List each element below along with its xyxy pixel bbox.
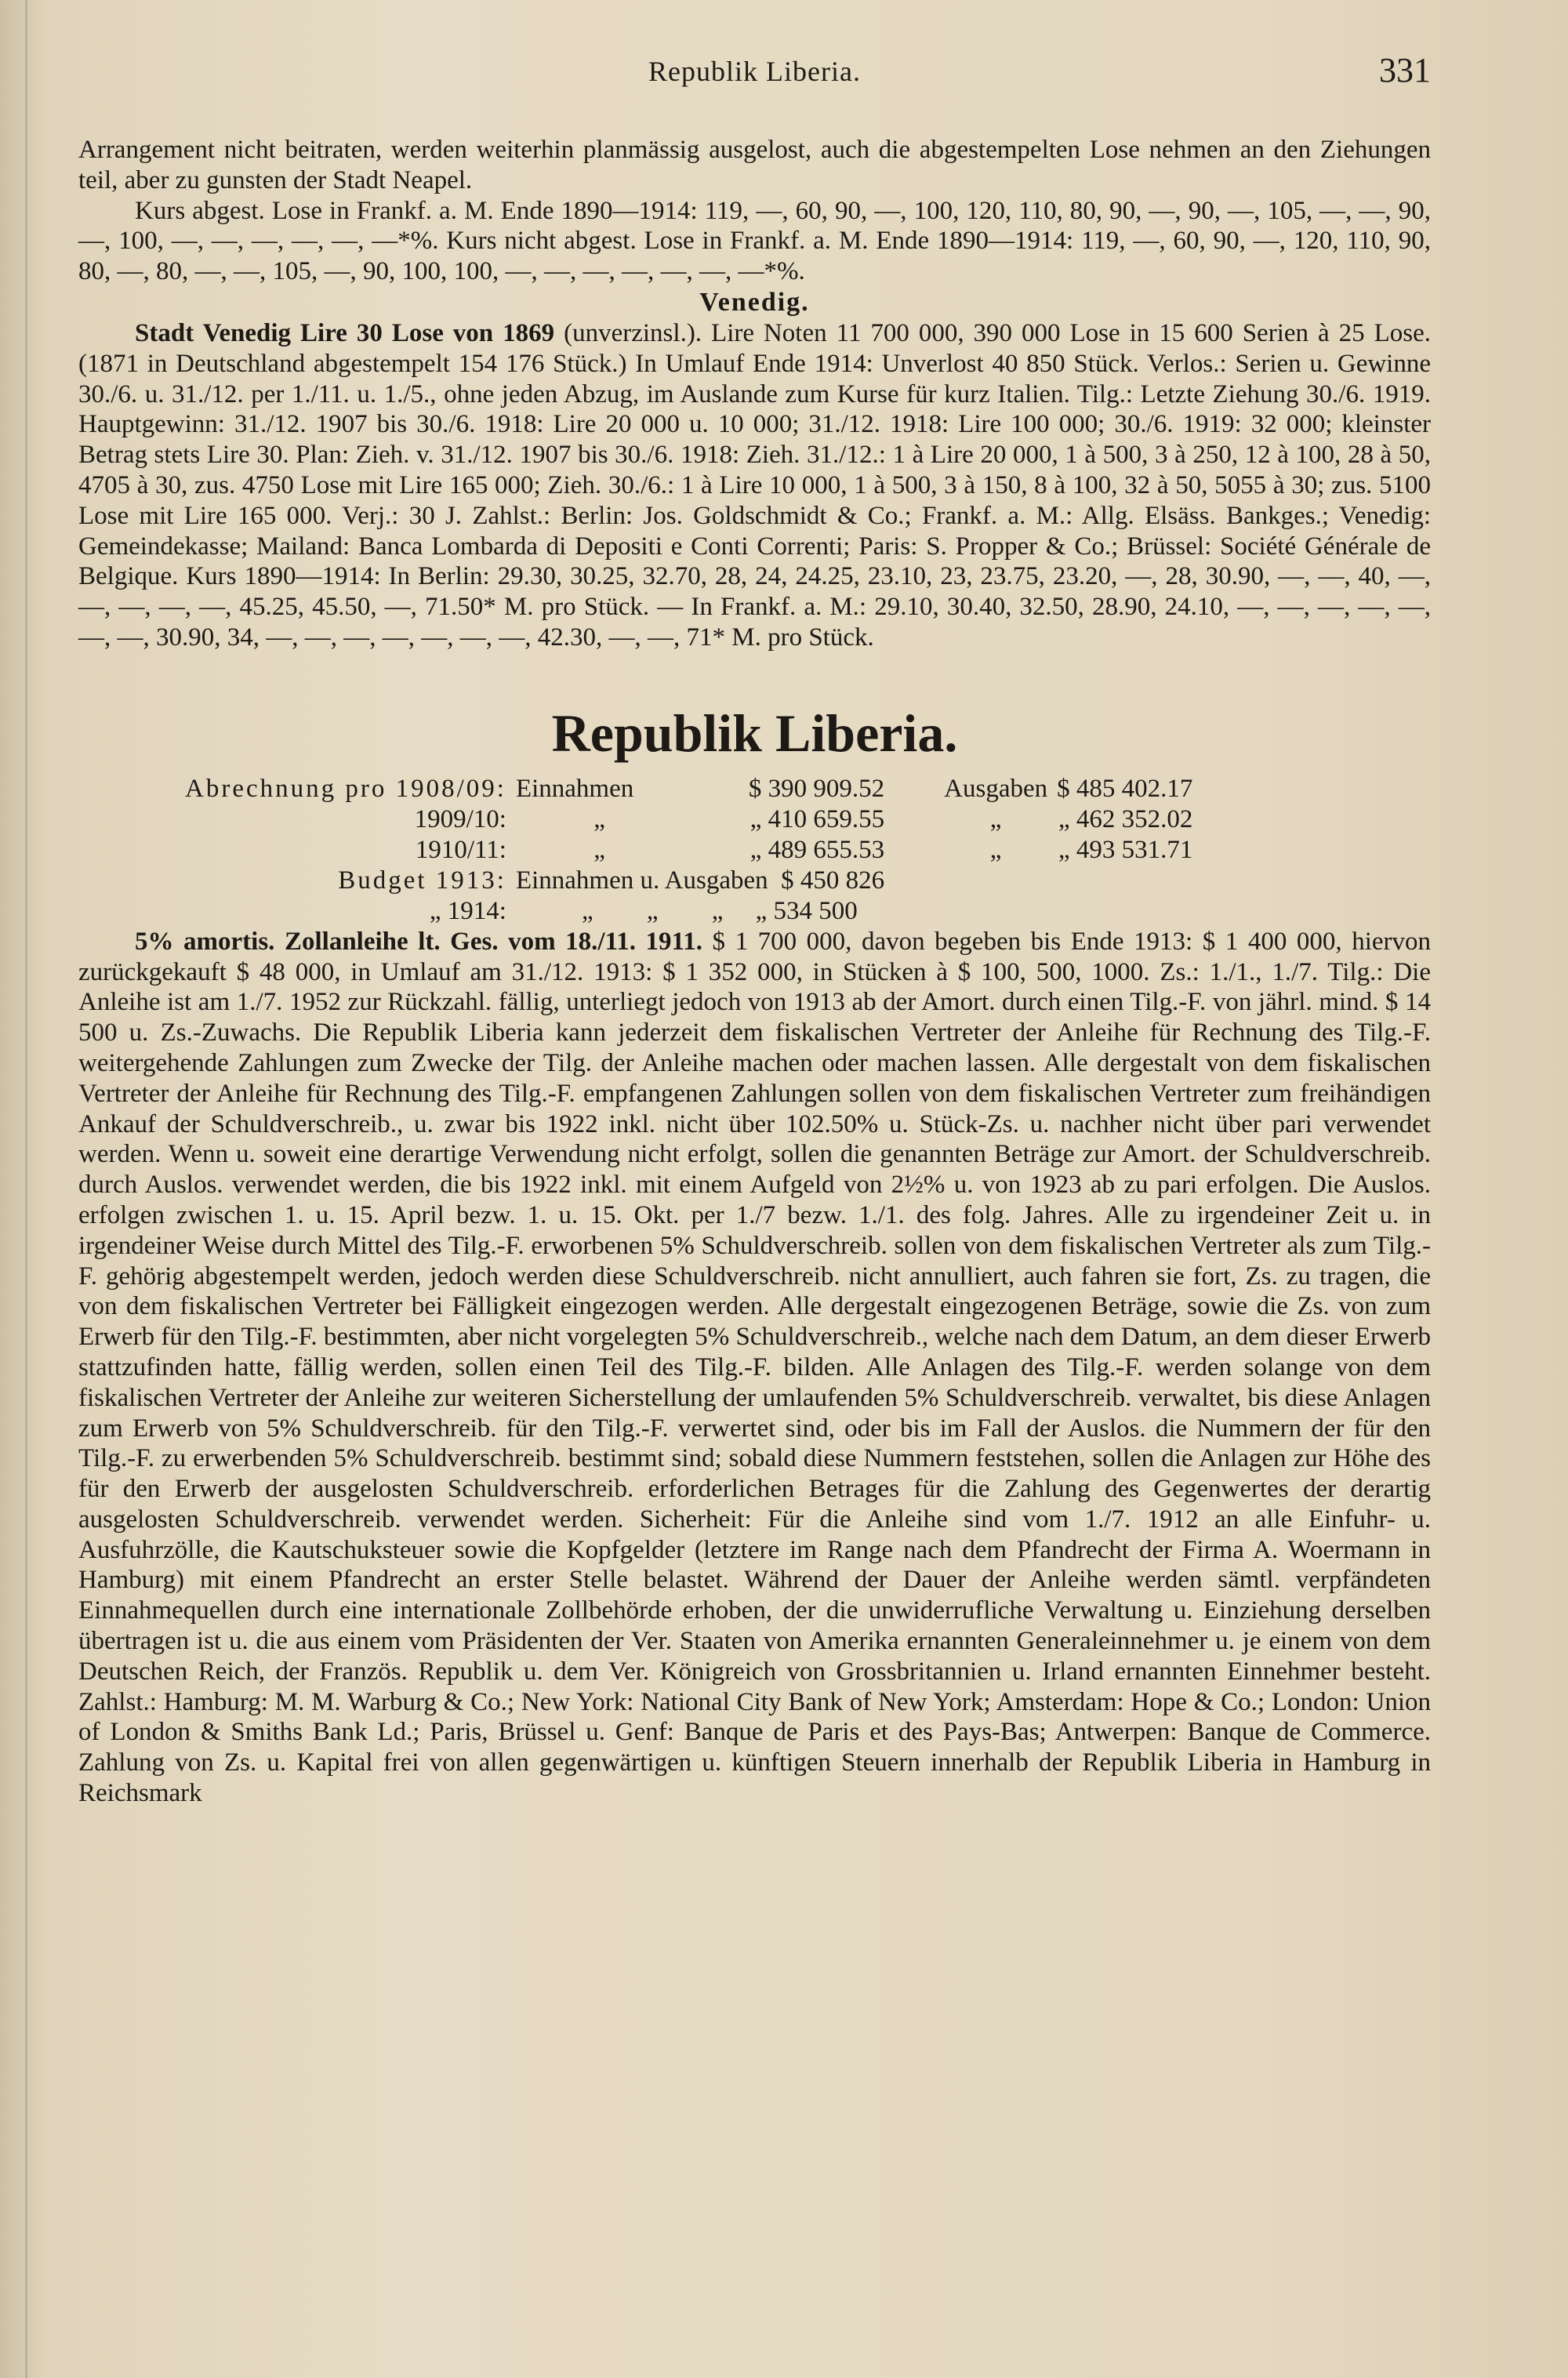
loan-lead: 5% amortis. Zollanleihe lt. Ges. vom 18./11. 1911. — [135, 927, 702, 956]
finance-row-label: 1910/11: — [415, 835, 506, 864]
naples-continuation-text: Arrangement nicht beitraten, werden weiterhin planmässig ausgelost, auch die abgestempelten Lose nehmen an den Ziehungen teil, aber zu gunsten der Stadt Neapel. — [78, 136, 1431, 194]
venedig-text: (unverzinsl.). Lire Noten 11 700 000, 390 000 Lose in 15 600 Serien à 25 Lose. (1871 in Deutschland abgestempelt 154 176 Stück.) In Umlauf Ende 1914: Unverlost 40 850 Stück. Verlos.: Serien u. Gewinne 30./6. u. 31./12. per 1./11. u. 1./5., ohne jeden Abzug, im Auslande zum Kurse für kurz Italien. Tilg.: Letzte Ziehung 30./6. 1919. Hauptgewinn: 31./12. 1907 bis 30./6. 1918: Lire 20 000 u. 10 000; 31./12. 1918: Lire 100 000; 30./6. 1919: 32 000; kleinster Betrag stets Lire 30. Plan: Zieh. v. 31./12. 1907 bis 30./6. 1918: Zieh. 31./12.: 1 à Lire 20 000, 1 à 500, 3 à 250, 12 à 100, 28 à 50, 4705 à 30, zus. 4750 Lose mit Lire 165 000; Zieh. 30./6.: 1 à Lire 10 000, 1 à 500, 3 à 150, 8 à 100, 32 à 50, 5055 à 30; zus. 5100 Lose mit Lire 165 000. Verj.: 30 J. Zahlst.: Berlin: Jos. Goldschmidt & Co.; Frankf. a. M.: Allg. Elsäss. Bankges.; Venedig: Gemeindekasse; Mailand: Banca Lombarda di Depositi e Conti Correnti; Paris: S. Propper & Co.; Brüssel: Société Générale de Belgique. Kurs 1890—1914: In Berlin: 29.30, 30.25, 32.70, 28, 24, 24.25, 23.10, 23, 23.75, 23.20, —, 28, 30.90, —, —, 40, —, —, —, —, —, 45.25, 45.50, —, 71.50* M. pro Stück. — In Frankf. a. M.: 29.10, 30.40, 32.50, 28.90, 24.10, —, —, —, —, —, —, —, 30.90, 34, —, —, —, —, —, —, —, 42.30, —, —, 71* M. pro Stück. — [78, 318, 1431, 652]
finance-expense-label — [889, 896, 1052, 927]
finance-income-label: „ — [593, 835, 605, 864]
venedig-paragraph — [78, 318, 1431, 653]
finance-expense — [1052, 866, 1197, 896]
page-number: 331 — [1379, 51, 1431, 89]
page-header — [78, 51, 1431, 102]
finance-row — [180, 896, 1197, 927]
finance-income: $ 450 826 — [781, 866, 885, 895]
finance-income-label: Einnahmen — [515, 774, 634, 803]
finance-expense-label: „ — [989, 804, 1002, 833]
page-edge-shadow — [25, 0, 27, 2378]
finance-income-label: „ „ „ — [581, 896, 724, 925]
finance-row — [180, 835, 1197, 866]
finance-income-label: „ — [593, 804, 605, 833]
finance-expense-label — [889, 866, 1052, 896]
loan-paragraph — [78, 927, 1431, 1809]
finance-income: „ 489 655.53 — [750, 835, 885, 864]
finance-expense — [1052, 896, 1197, 927]
finance-row — [180, 804, 1197, 835]
finance-table — [180, 774, 1197, 927]
finance-expense: „ 462 352.02 — [1058, 804, 1193, 833]
running-title: Republik Liberia. — [648, 56, 861, 87]
finance-income: $ 390 909.52 — [748, 774, 885, 803]
finance-budget-cell — [511, 896, 889, 927]
venedig-heading: Venedig. — [699, 287, 810, 317]
naples-kurs-paragraph: Kurs abgest. Lose in Frankf. a. M. Ende 1890—1914: 119, —, 60, 90, —, 100, 120, 110, 80, 90, —, 90, —, 105, —, —, 90, —, 100, —, —, —, —, —, —*%. Kurs nicht abgest. Lose in Frankf. a. M. Ende 1890—1914: 119, —, 60, 90, —, 120, 110, 90, 80, —, 80, —, —, 105, —, 90, 100, 100, —, —, —, —, —, —, —*%. — [78, 196, 1431, 286]
finance-row-label: 1909/10: — [414, 804, 506, 833]
finance-row-label: „ 1914: — [429, 896, 506, 925]
venedig-lead: Stadt Venedig Lire 30 Lose von 1869 — [135, 318, 555, 347]
liberia-title: Republik Liberia. — [551, 703, 958, 763]
finance-expense-label: Ausgaben — [944, 774, 1048, 803]
finance-row — [180, 866, 1197, 896]
loan-text: $ 1 700 000, davon begeben bis Ende 1913: $ 1 400 000, hiervon zurückgekauft $ 48 000, in Umlauf am 31./12. 1913: $ 1 352 000, in Stücken à $ 100, 500, 1000. Zs.: 1./1., 1./7. Tilg.: Die Anleihe ist am 1./7. 1952 zur Rückzahl. fällig, unterliegt jedoch von 1913 ab der Amort. durch einen Tilg.-F. von jährl. mind. $ 14 500 u. Zs.-Zuwachs. Die Republik Liberia kann jederzeit dem fiskalischen Vertreter der Anleihe für Rechnung des Tilg.-F. weitergehende Zahlungen zum Zwecke der Tilg. der Anleihe machen oder machen lassen. Alle dergestalt von dem fiskalischen Vertreter der Anleihe für Rechnung des Tilg.-F. empfangenen Zahlungen sollen von dem fiskalischen Vertreter zum freihändigen Ankauf der Schuldverschreib., u. zwar bis 1922 inkl. nicht über 102.50% u. Stück-Zs. u. nachher nicht über pari verwendet werden. Wenn u. soweit eine derartige Verwendung nicht erfolgt, sollen die genannten Beträge zur Amort. der Schuldverschreib. durch Auslos. verwendet werden, die bis 1922 inkl. mit einem Aufgeld von 2½% u. von 1923 ab zu pari erfolgen. Die Auslos. erfolgen zwischen 1. u. 15. April bezw. 1. u. 15. Okt. per 1./7 bezw. 1./1. des folg. Jahres. Alle zu irgendeiner Zeit u. in irgendeiner Weise durch Mittel des Tilg.-F. erworbenen 5% Schuldverschreib. sollen von dem fiskalischen Vertreter als zum Tilg.-F. gehörig abgestempelt werden, jedoch werden diese Schuldverschreib. nicht annulliert, auch fahren sie fort, Zs. zu tragen, die von dem fiskalischen Vertreter bei Fälligkeit eingezogen werden. Alle dergestalt eingezogenen Beträge, sowie die Zs. von zum Erwerb für den Tilg.-F. bestimmten, aber nicht vorgelegten 5% Schuldverschreib., welche nach dem Datum, an dem dieser Erwerb stattzufinden hatte, fällig werden, sollen einen Teil des Tilg.-F. bilden. Alle Anlagen des Tilg.-F. werden solange von dem fiskalischen Vertreter der Anleihe zur weiteren Sicherstellung der umlaufenden 5% Schuldverschreib. verwaltet, bis diese Anlagen zum Erwerb von 5% Schuldverschreib. für den Tilg.-F. verwertet sind, oder bis im Fall der Auslos. die Nummern der für den Tilg.-F. zu erwerbenden 5% Schuldverschreib. bestimmt sind; sobald diese Nummern feststehen, sollen die Anlagen zur Höhe des für den Erwerb der ausgelosten Schuldverschreib. erforderlichen Betrages für die Zahlung des Gegenwertes der derartig ausgelosten Schuldverschreib. verwendet werden. Sicherheit: Für die Anleihe sind vom 1./7. 1912 an alle Einfuhr- u. Ausfuhrzölle, die Kautschuksteuer sowie die Kopfgelder (letztere im Range nach dem Pfandrecht der Firma A. Woermann in Hamburg) mit einem Pfandrecht an erster Stelle belastet. Während der Dauer der Anleihe werden sämtl. verpfändeten Einnahmequellen durch eine internationale Zollbehörde erhoben, der die unwiderrufliche Verwaltung u. Einziehung derselben übertragen ist u. die aus einem vom Präsidenten der Ver. Staaten von Amerika ernannten Generaleinnehmer u. je einem von dem Deutschen Reich, der Französ. Republik u. dem Ver. Königreich von Grossbritannien u. Irland ernannten Einnehmer besteht. Zahlst.: Hamburg: M. M. Warburg & Co.; New York: National City Bank of New York; Amsterdam: Hope & Co.; London: Union of London & Smiths Bank Ld.; Paris, Brüssel u. Genf: Banque de Paris et des Pays-Bas; Antwerpen: Banque de Commerce. Zahlung von Zs. u. Kapital frei von allen gegenwärtigen u. künftigen Steuern innerhalb der Republik Liberia in Hamburg in Reichsmark — [78, 927, 1431, 1808]
finance-income-label: Einnahmen u. Ausgaben — [515, 866, 768, 895]
page-content — [78, 135, 1431, 1809]
finance-expense: $ 485 402.17 — [1057, 774, 1193, 803]
finance-income: „ 410 659.55 — [750, 804, 885, 833]
finance-expense: „ 493 531.71 — [1058, 835, 1193, 864]
finance-budget-cell — [511, 866, 889, 896]
finance-expense-label: „ — [989, 835, 1002, 864]
finance-row-label: Budget 1913: — [338, 866, 506, 895]
finance-income: „ 534 500 — [755, 896, 858, 925]
finance-row — [180, 774, 1197, 804]
finance-row-label: Abrechnung pro 1908/09: — [185, 774, 506, 803]
